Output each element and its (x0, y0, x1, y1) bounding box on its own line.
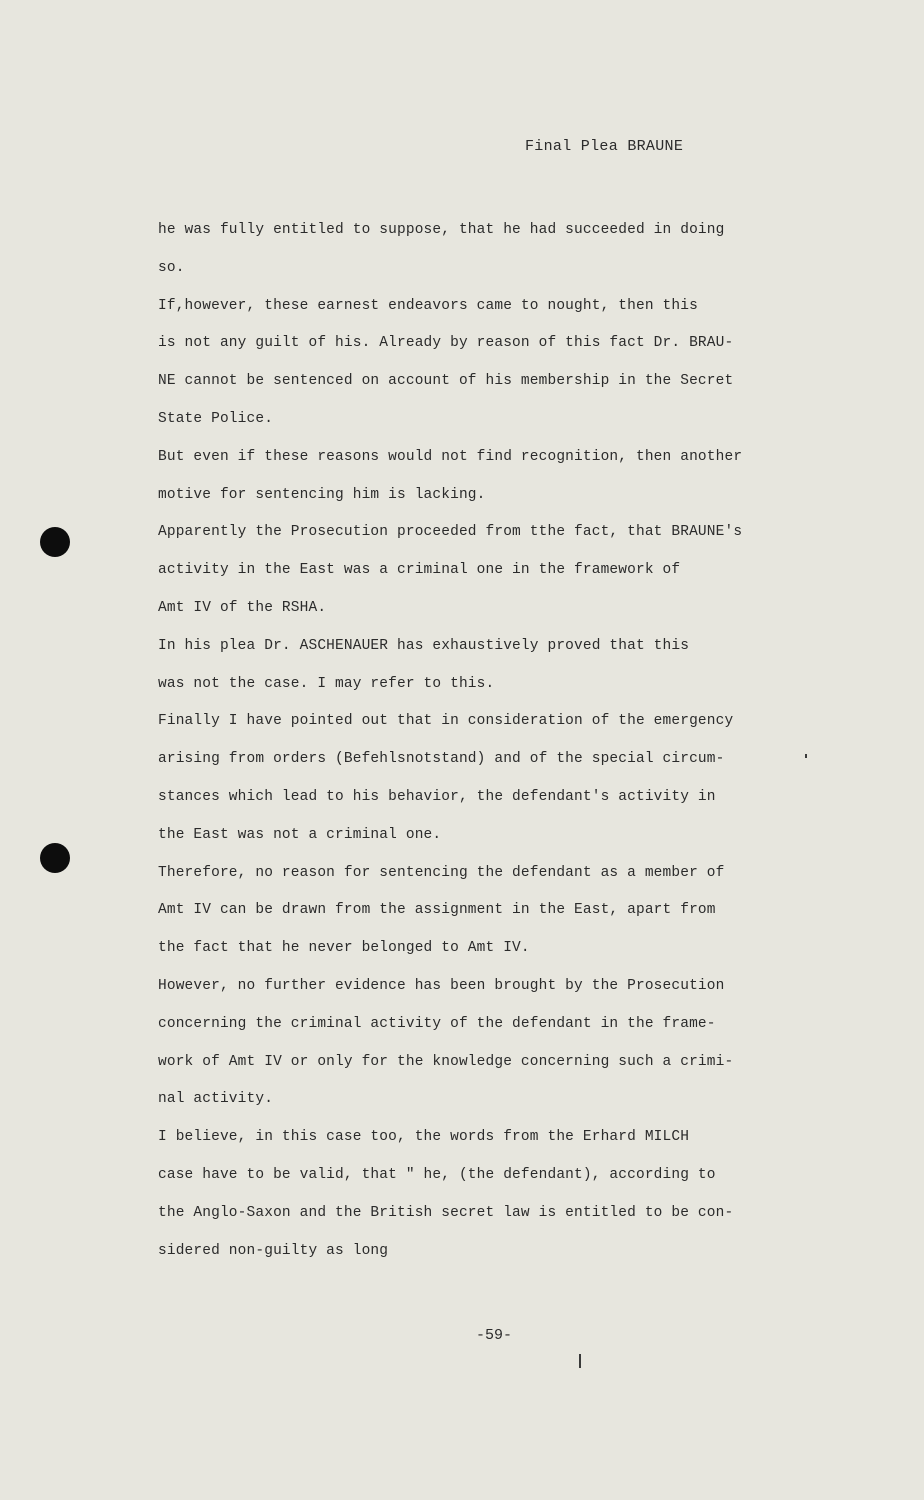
text-line: arising from orders (Befehlsnotstand) and of the special circum- (158, 751, 725, 768)
text-line: he was fully entitled to suppose, that he had succeeded in doing (158, 222, 725, 238)
text-line: was not the case. I may refer to this. (158, 675, 495, 692)
text-line: the fact that he never belonged to Amt IV. (158, 940, 530, 957)
text-line: But even if these reasons would not find recognition, then another (158, 448, 743, 465)
text-line: activity in the East was a criminal one in the framework of (158, 562, 681, 579)
text-line: is not any guilt of his. Already by reason of this fact Dr. BRAU- (158, 335, 734, 352)
text-line: Therefore, no reason for sentencing the defendant as a member of (158, 864, 725, 881)
text-line: State Police. (158, 410, 274, 427)
text-line: the East was not a criminal one. (158, 826, 442, 843)
page-number: -59- (476, 1327, 513, 1344)
text-line: In his plea Dr. ASCHENAUER has exhaustively proved that this (158, 637, 690, 654)
text-line: the Anglo-Saxon and the British secret law is entitled to be con- (158, 1204, 734, 1221)
ink-mark (579, 1354, 581, 1368)
text-line: stances which lead to his behavior, the defendant's activity in (158, 788, 716, 805)
ink-mark (805, 754, 807, 758)
punch-hole (40, 843, 70, 873)
text-line: motive for sentencing him is lacking. (158, 486, 486, 503)
text-line: case have to be valid, that " he, (the defendant), according to (158, 1166, 716, 1183)
document-body (158, 212, 808, 1270)
text-line: Finally I have pointed out that in consideration of the emergency (158, 713, 734, 730)
punch-hole (40, 527, 70, 557)
text-line: Amt IV can be drawn from the assignment in the East, apart from (158, 902, 716, 919)
text-line: sidered non-guilty as long (158, 1242, 389, 1259)
text-line: If,however, these earnest endeavors came to nought, then this (158, 297, 698, 314)
document-header: Final Plea BRAUNE (525, 138, 684, 155)
text-line: However, no further evidence has been brought by the Prosecution (158, 977, 725, 994)
text-line: nal activity. (158, 1091, 274, 1108)
text-line: so. (158, 259, 185, 276)
text-line: work of Amt IV or only for the knowledge concerning such a crimi- (158, 1053, 734, 1070)
text-line: I believe, in this case too, the words from the Erhard MILCH (158, 1129, 690, 1146)
text-line: Amt IV of the RSHA. (158, 599, 327, 616)
text-line: NE cannot be sentenced on account of his membership in the Secret (158, 373, 734, 390)
text-line: Apparently the Prosecution proceeded from tthe fact, that BRAUNE's (158, 524, 743, 541)
text-line: concerning the criminal activity of the defendant in the frame- (158, 1015, 716, 1032)
